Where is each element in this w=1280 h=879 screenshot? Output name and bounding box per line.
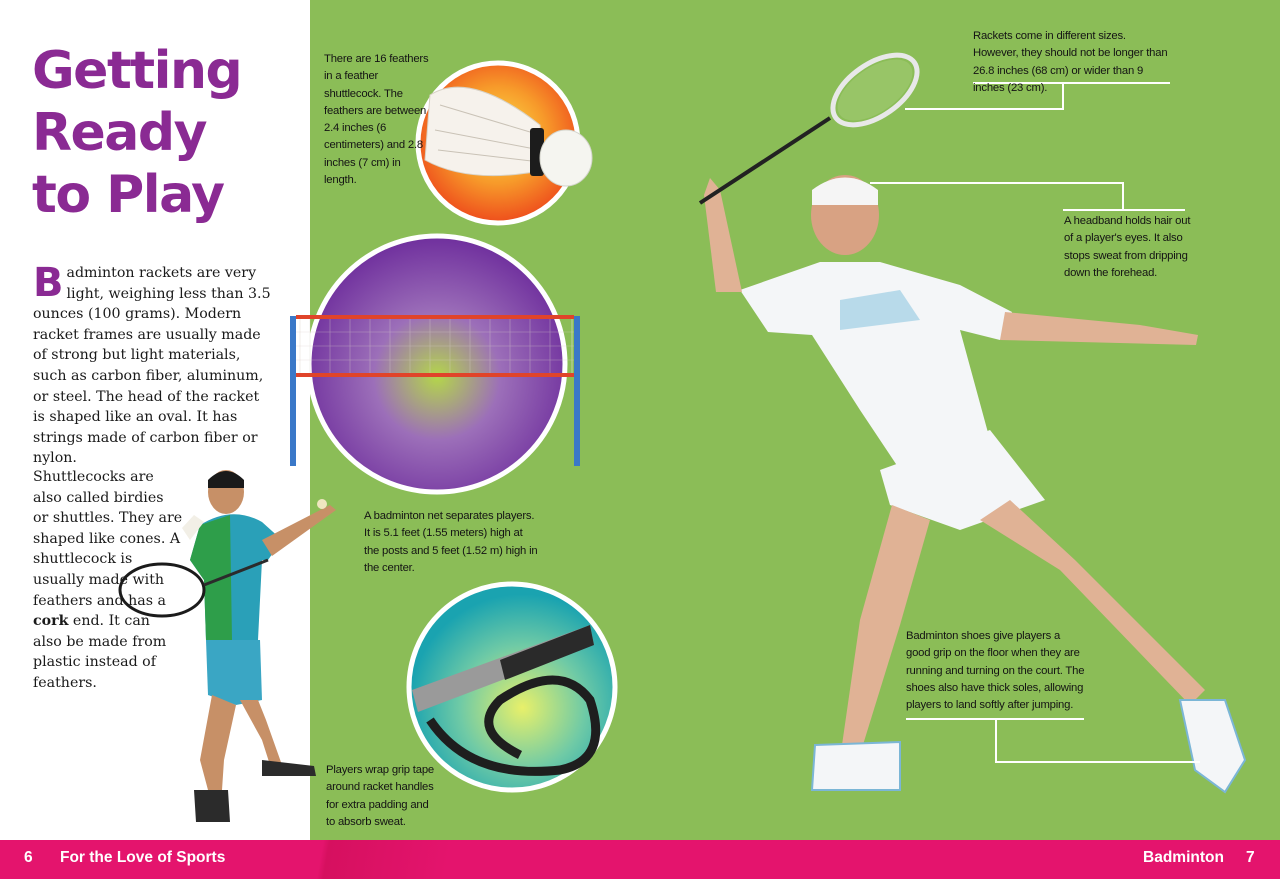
intro-text: adminton rackets are very light, weighing less than 3.5 ounces (100 grams). Modern racket frames are usually made of strong but light materials, such as carbon fiber, aluminum, or steel. The head of the racket is shaped like an oval. It has strings made of carbon fiber or nylon. xyxy=(33,265,271,467)
net-illustration xyxy=(290,236,580,492)
chapter-title: Badminton xyxy=(1143,849,1224,866)
book-title: For the Love of Sports xyxy=(60,849,226,866)
title-line-3: to Play xyxy=(32,165,224,225)
shuttle-text-after: end. It can also be made from plastic instead of feathers. xyxy=(33,613,167,691)
title-line-2: Ready xyxy=(32,103,207,163)
title-line-1: Getting xyxy=(32,41,242,101)
headband-leader-v xyxy=(1122,182,1124,210)
headband-leader-h xyxy=(870,182,1124,184)
caption-net: A badminton net separates players. It is 5.1 feet (1.55 meters) high at the posts and 5 feet (1.52 m) high in the center. xyxy=(364,510,538,574)
caption-racket: Rackets come in different sizes. However, they should not be longer than 26.8 inches (68 cm) or wider than 9 inches (23 cm). xyxy=(973,30,1168,94)
shuttle-text-bold: cork xyxy=(33,613,69,630)
caption-grip: Players wrap grip tape around racket handles for extra padding and to absorb sweat. xyxy=(326,764,434,828)
grip-tape-illustration xyxy=(409,584,615,790)
shuttlecock-illustration xyxy=(418,63,592,223)
drop-cap: B xyxy=(33,260,64,306)
male-player-illustration xyxy=(120,470,336,822)
shuttle-text-before: Shuttlecocks are also called birdies or shuttles. They are shaped like cones. A shuttlecock is usually made with feathers and has a xyxy=(33,469,183,609)
caption-shoes: Badminton shoes give players a good grip on the floor when they are running and turning on the court. The shoes also have thick soles, allowing players to land softly after jumping. xyxy=(906,630,1085,712)
shoes-leader-v xyxy=(995,718,997,762)
caption-feathers: There are 16 feathers in a feather shuttlecock. The feathers are between 2.4 inches (6 centimeters) and 2.8 inches (7 cm) in length. xyxy=(324,53,429,187)
headband-leader-h2 xyxy=(1063,209,1185,211)
right-page-number: 7 xyxy=(1246,849,1255,866)
caption-headband: A headband holds hair out of a player's eyes. It also stops sweat from dripping down the forehead. xyxy=(1064,215,1191,279)
racket-leader-h2 xyxy=(905,108,1064,110)
left-page-number: 6 xyxy=(24,849,33,866)
shoes-leader-h2 xyxy=(995,761,1200,763)
